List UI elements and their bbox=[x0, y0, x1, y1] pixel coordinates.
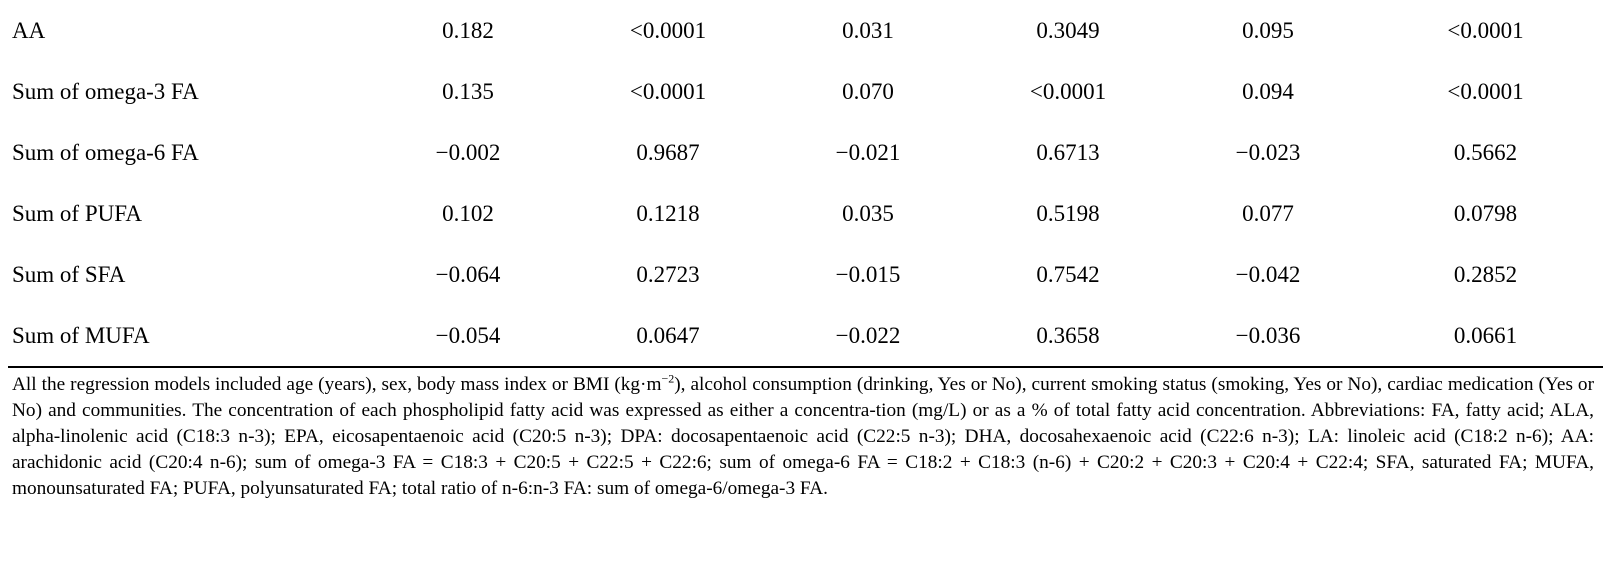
footnote-text-continued: ), alcohol consumption (drinking, Yes or No), current smoking status (smoking, Yes or No), cardiac medication (Yes or No) and communities. The concentration of each phospholipid fatty acid was expressed as either a concentra-tion (mg/L) or as a % of total fatty acid concentration. Abbreviations: FA, fatty acid; ALA, alpha-linolenic acid (C18:3 n-3); EPA, eicosapentaenoic acid (C20:5 n-3); DPA: docosapentaenoic acid (C22:5 n-3); DHA, docosahexaenoic acid (C22:6 n-3); LA: linoleic acid (C18:2 n-6); AA: arachidonic acid (C20:4 n-6); sum of omega-3 FA = C18:3 + C20:5 + C22:5 + C22:6; sum of omega-6 FA = C18:2 + C18:3 (n-6) + C20:2 + C20:3 + C20:4 + C22:4; SFA, saturated FA; MUFA, monounsaturated FA; PUFA, polyunsaturated FA; total ratio of n-6:n-3 FA: sum of omega-6/omega-3 FA. bbox=[12, 374, 1594, 499]
row-label: Sum of PUFA bbox=[12, 200, 142, 226]
table-row bbox=[8, 122, 1603, 183]
table-cell: 0.031 bbox=[842, 17, 894, 43]
table-cell: 0.1218 bbox=[636, 200, 700, 226]
table-cell: 0.0661 bbox=[1368, 305, 1603, 367]
table-cell: 0.102 bbox=[442, 200, 494, 226]
table-cell: 0.5662 bbox=[1453, 139, 1518, 165]
table-cell: <0.0001 bbox=[629, 17, 707, 43]
table-cell: 0.9687 bbox=[636, 139, 700, 165]
table-cell: 0.3049 bbox=[1036, 17, 1100, 43]
table-cell: 0.094 bbox=[1242, 78, 1294, 104]
footnote-superscript: −2 bbox=[661, 371, 675, 386]
table-cell: 0.135 bbox=[442, 78, 494, 104]
table-cell: 0.0647 bbox=[568, 305, 768, 367]
table-cell: 0.0798 bbox=[1453, 200, 1518, 226]
table-row bbox=[8, 61, 1603, 122]
row-label: AA bbox=[12, 17, 46, 43]
table-cell: 0.077 bbox=[1242, 200, 1294, 226]
data-table bbox=[8, 0, 1603, 368]
table-cell: −0.036 bbox=[1168, 305, 1368, 367]
row-label: Sum of SFA bbox=[12, 261, 126, 287]
table-cell: −0.054 bbox=[368, 305, 568, 367]
table-cell: −0.022 bbox=[768, 305, 968, 367]
footnote-text: All the regression models included age (years), sex, body mass index or BMI (kg·m bbox=[12, 374, 662, 395]
table-cell: −0.042 bbox=[1235, 261, 1301, 287]
row-label: Sum of omega-6 FA bbox=[12, 139, 199, 165]
table-cell: <0.0001 bbox=[1029, 78, 1107, 104]
table-cell: 0.182 bbox=[442, 17, 494, 43]
table-cell: 0.3658 bbox=[968, 305, 1168, 367]
table-cell: 0.6713 bbox=[1036, 139, 1100, 165]
table-row bbox=[8, 183, 1603, 244]
table-cell: 0.5198 bbox=[1036, 200, 1100, 226]
table-cell: −0.021 bbox=[835, 139, 901, 165]
table-cell: 0.2852 bbox=[1453, 261, 1518, 287]
table-cell: −0.023 bbox=[1235, 139, 1301, 165]
table-footnote bbox=[12, 372, 1594, 502]
row-label: Sum of MUFA bbox=[8, 305, 368, 367]
table-cell: 0.035 bbox=[842, 200, 894, 226]
table-row bbox=[8, 0, 1603, 61]
table-cell: <0.0001 bbox=[629, 78, 707, 104]
table-cell: −0.002 bbox=[435, 139, 501, 165]
table-cell: −0.064 bbox=[435, 261, 501, 287]
table-cell: <0.0001 bbox=[1447, 78, 1524, 104]
table-row bbox=[8, 305, 1603, 367]
table-cell: 0.095 bbox=[1242, 17, 1294, 43]
table-row bbox=[8, 244, 1603, 305]
table-cell: 0.7542 bbox=[1036, 261, 1100, 287]
table-cell: <0.0001 bbox=[1447, 17, 1524, 43]
table-cell: 0.2723 bbox=[636, 261, 700, 287]
table-cell: 0.070 bbox=[842, 78, 894, 104]
table-cell: −0.015 bbox=[835, 261, 901, 287]
row-label: Sum of omega-3 FA bbox=[12, 78, 199, 104]
